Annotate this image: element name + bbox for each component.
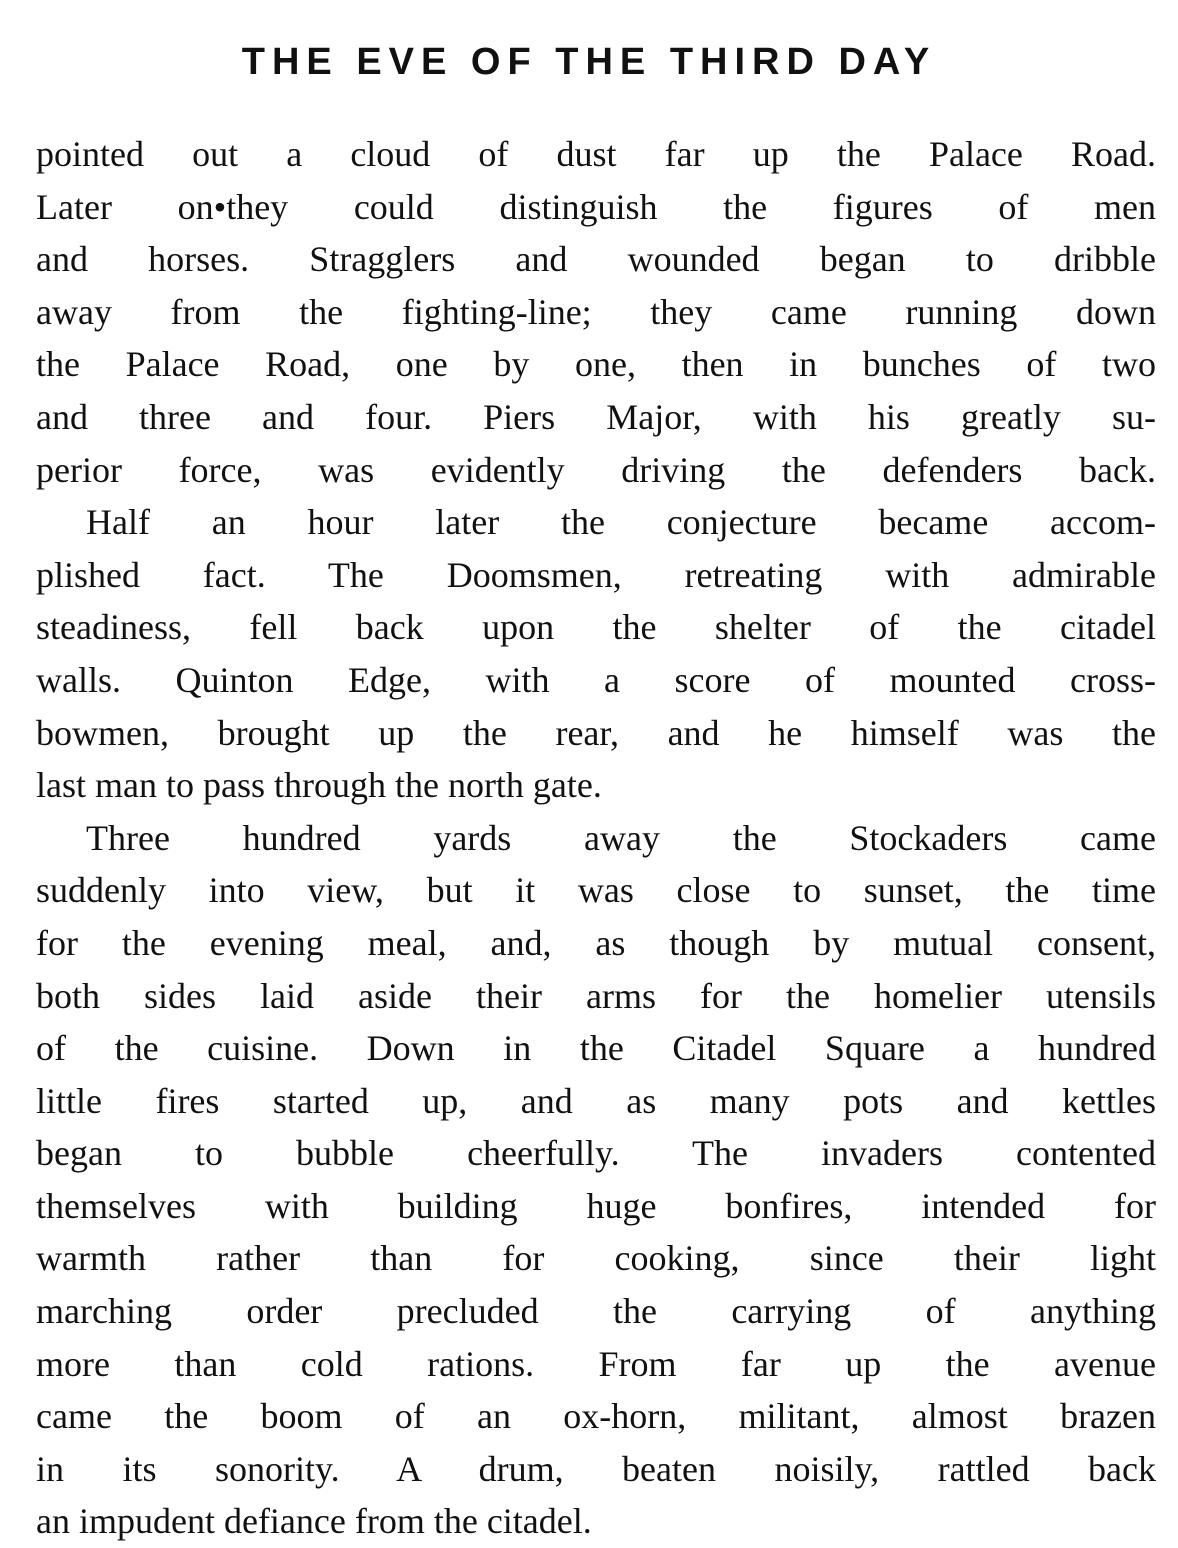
text-line: warmth rather than for cooking, since their light xyxy=(36,1238,1156,1279)
text-line: both sides laid aside their arms for the homelier utensils xyxy=(36,975,1156,1016)
text-line: Later on•they could distinguish the figures of men xyxy=(36,186,1156,227)
body-text xyxy=(36,128,1156,1548)
text-line: Half an hour later the conjecture became accom- xyxy=(86,502,1156,543)
text-line: an impudent defiance from the citadel. xyxy=(36,1501,592,1542)
text-line: last man to pass through the north gate. xyxy=(36,765,602,806)
text-line: for the evening meal, and, as though by mutual consent, xyxy=(36,922,1156,963)
text-line: began to bubble cheerfully. The invaders contented xyxy=(36,1133,1156,1174)
text-line: the Palace Road, one by one, then in bunches of two xyxy=(36,344,1156,385)
text-line: bowmen, brought up the rear, and he himself was the xyxy=(36,712,1156,753)
text-line: steadiness, fell back upon the shelter of the citadel xyxy=(36,607,1156,648)
text-line: themselves with building huge bonfires, intended for xyxy=(36,1185,1156,1226)
text-line: more than cold rations. From far up the avenue xyxy=(36,1343,1156,1384)
text-line: plished fact. The Doomsmen, retreating with admirable xyxy=(36,554,1156,595)
text-line: pointed out a cloud of dust far up the Palace Road. xyxy=(36,134,1156,174)
text-line: walls. Quinton Edge, with a score of mounted cross- xyxy=(36,659,1156,700)
running-head: THE EVE OF THE THIRD DAY xyxy=(241,41,937,83)
text-line: little fires started up, and as many pots and kettles xyxy=(36,1080,1156,1121)
text-line: marching order precluded the carrying of anything xyxy=(36,1291,1156,1332)
text-line: suddenly into view, but it was close to sunset, the time xyxy=(36,870,1156,911)
text-line: and horses. Stragglers and wounded began to dribble xyxy=(36,239,1156,280)
text-line: and three and four. Piers Major, with his greatly su- xyxy=(36,396,1156,437)
text-line: of the cuisine. Down in the Citadel Square a hundred xyxy=(36,1028,1156,1069)
text-line: came the boom of an ox-horn, militant, almost brazen xyxy=(36,1396,1156,1437)
text-line: Three hundred yards away the Stockaders came xyxy=(86,817,1156,858)
text-line: in its sonority. A drum, beaten noisily, rattled back xyxy=(36,1448,1156,1489)
text-line: perior force, was evidently driving the defenders back. xyxy=(36,449,1156,490)
text-line: away from the fighting-line; they came running down xyxy=(36,291,1156,332)
